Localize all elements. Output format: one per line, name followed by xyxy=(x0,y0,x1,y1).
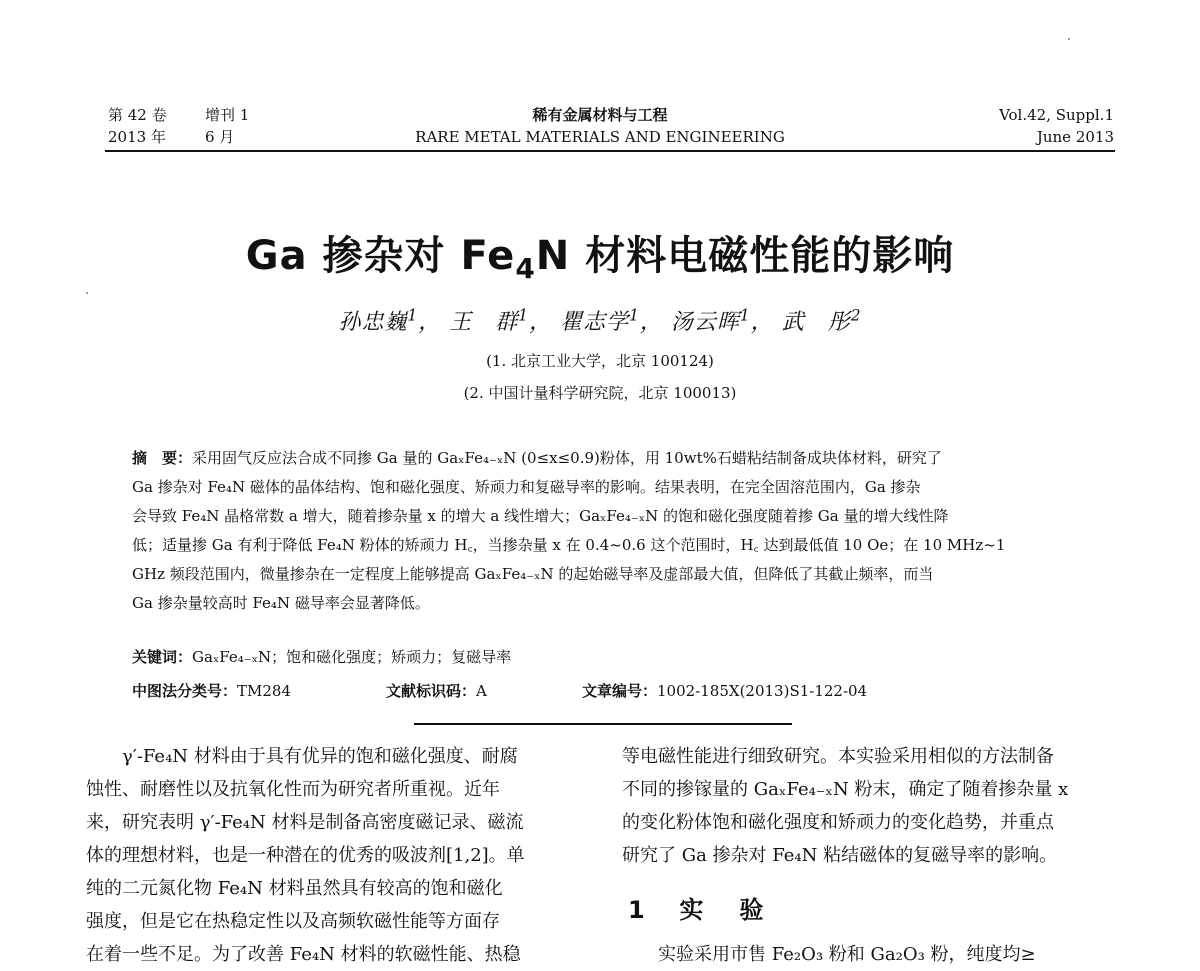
body-line: 实验采用市售 Fe₂O₃ 粉和 Ga₂O₃ 粉，纯度均≥ xyxy=(658,944,1036,965)
author-list: 孙忠巍$^1$， 王 群$^1$， 瞿志学$^1$， 汤云晖$^1$， 武 彤$^2$ xyxy=(338,306,862,335)
header-journal-cn: 稀有金属材料与工程 xyxy=(532,106,668,124)
clc-number: 中图法分类号：TM284 xyxy=(132,682,292,700)
body-line: 研究了 Ga 掺杂对 Fe₄N 粘结磁体的复磁导率的影响。 xyxy=(622,845,1058,866)
abstract-separator xyxy=(414,723,792,725)
abstract xyxy=(132,444,1072,618)
affiliation: (1. 北京工业大学，北京 100124) xyxy=(486,352,714,370)
header-date-en: June 2013 xyxy=(1036,128,1114,146)
scan-speck xyxy=(1068,38,1070,40)
header-rule xyxy=(105,150,1115,152)
header-issue-cn: 增刊 1 xyxy=(205,106,250,124)
author-affiliation-mark: 1 xyxy=(739,306,751,325)
abstract-line: 摘 要：采用固气反应法合成不同掺 Ga 量的 GaₓFe₄₋ₓN (0≤x≤0.9)粉体，用 10wt%石蜡粘结制备成块体材料，研究了 xyxy=(132,449,942,467)
body-line: γ′-Fe₄N 材料由于具有优异的饱和磁化强度、耐腐 xyxy=(122,746,518,767)
keywords-label: 关键词： xyxy=(132,648,193,666)
header-month-cn: 6 月 xyxy=(205,128,235,146)
author: 孙忠巍 xyxy=(338,310,408,335)
header-journal-en: RARE METAL MATERIALS AND ENGINEERING xyxy=(415,128,785,146)
header-volume-en: Vol.42, Suppl.1 xyxy=(999,106,1114,124)
author: 王 群 xyxy=(449,310,519,335)
author: 汤云晖 xyxy=(670,310,740,335)
affiliation: (2. 中国计量科学研究院，北京 100013) xyxy=(463,384,737,402)
body-line: 蚀性、耐磨性以及抗氧化性而为研究者所重视。近年 xyxy=(86,779,500,800)
body-line: 纯的二元氮化物 Fe₄N 材料虽然具有较高的饱和磁化 xyxy=(86,878,503,899)
scan-speck xyxy=(86,292,88,294)
section-number: 1 xyxy=(628,896,651,924)
body-column-left xyxy=(86,740,580,971)
body-line: 在着一些不足。为了改善 Fe₄N 材料的软磁性能、热稳 xyxy=(86,944,521,965)
abstract-line: Ga 掺杂量较高时 Fe₄N 磁导率会显著降低。 xyxy=(132,594,430,612)
abstract-label: 摘 要： xyxy=(132,449,193,467)
document-code: 文献标识码：A xyxy=(386,682,487,700)
header-year-cn: 2013 年 xyxy=(108,128,166,146)
abstract-line: GHz 频段范围内，微量掺杂在一定程度上能够提高 GaₓFe₄₋ₓN 的起始磁导率及虚部最大值，但降低了其截止频率，而当 xyxy=(132,565,934,583)
article-number: 文章编号：1002-185X(2013)S1-122-04 xyxy=(582,682,868,700)
author-affiliation-mark: 1 xyxy=(407,306,419,325)
author-affiliation-mark: 1 xyxy=(518,306,530,325)
body-line: 等电磁性能进行细致研究。本实验采用相似的方法制备 xyxy=(622,746,1054,767)
body-line: 体的理想材料，也是一种潜在的优秀的吸波剂[1,2]。单 xyxy=(86,845,525,866)
keywords xyxy=(132,646,511,667)
body-line: 来，研究表明 γ′-Fe₄N 材料是制备高密度磁记录、磁流 xyxy=(86,812,524,833)
author: 武 彤 xyxy=(781,310,851,335)
header-volume-cn: 第 42 卷 xyxy=(108,106,167,124)
body-line: 的变化粉体饱和磁化强度和矫顽力的变化趋势，并重点 xyxy=(622,812,1054,833)
abstract-line: 低；适量掺 Ga 有利于降低 Fe₄N 粉体的矫顽力 H꜀，当掺杂量 x 在 0.4~0.6 这个范围时，H꜀ 达到最低值 10 Oe；在 10 MHz~1 xyxy=(132,536,1006,554)
section-heading xyxy=(628,890,769,925)
paper-title: Ga 掺杂对 $Fe_4N$ 材料电磁性能的影响 xyxy=(245,233,955,285)
abstract-line: 会导致 Fe₄N 晶格常数 a 增大，随着掺杂量 x 的增大 a 线性增大；GaₓFe₄₋ₓN 的饱和磁化强度随着掺 Ga 量的增大线性降 xyxy=(132,507,949,525)
author: 瞿志学 xyxy=(560,310,630,335)
author-affiliation-mark: 1 xyxy=(629,306,640,325)
section-title: 实 验 xyxy=(679,896,770,924)
body-line: 不同的掺镓量的 GaₓFe₄₋ₓN 粉末，确定了随着掺杂量 x xyxy=(622,779,1069,800)
body-column-right-continued xyxy=(622,938,1116,971)
author-affiliation-mark: 2 xyxy=(850,306,862,325)
body-line: 强度，但是它在热稳定性以及高频软磁性能等方面存 xyxy=(86,911,500,932)
body-column-right xyxy=(622,740,1116,872)
keywords-text: GaₓFe₄₋ₓN；饱和磁化强度；矫顽力；复磁导率 xyxy=(192,648,512,666)
abstract-line: Ga 掺杂对 Fe₄N 磁体的晶体结构、饱和磁化强度、矫顽力和复磁导率的影响。结果表明，在完全固溶范围内，Ga 掺杂 xyxy=(132,478,921,496)
